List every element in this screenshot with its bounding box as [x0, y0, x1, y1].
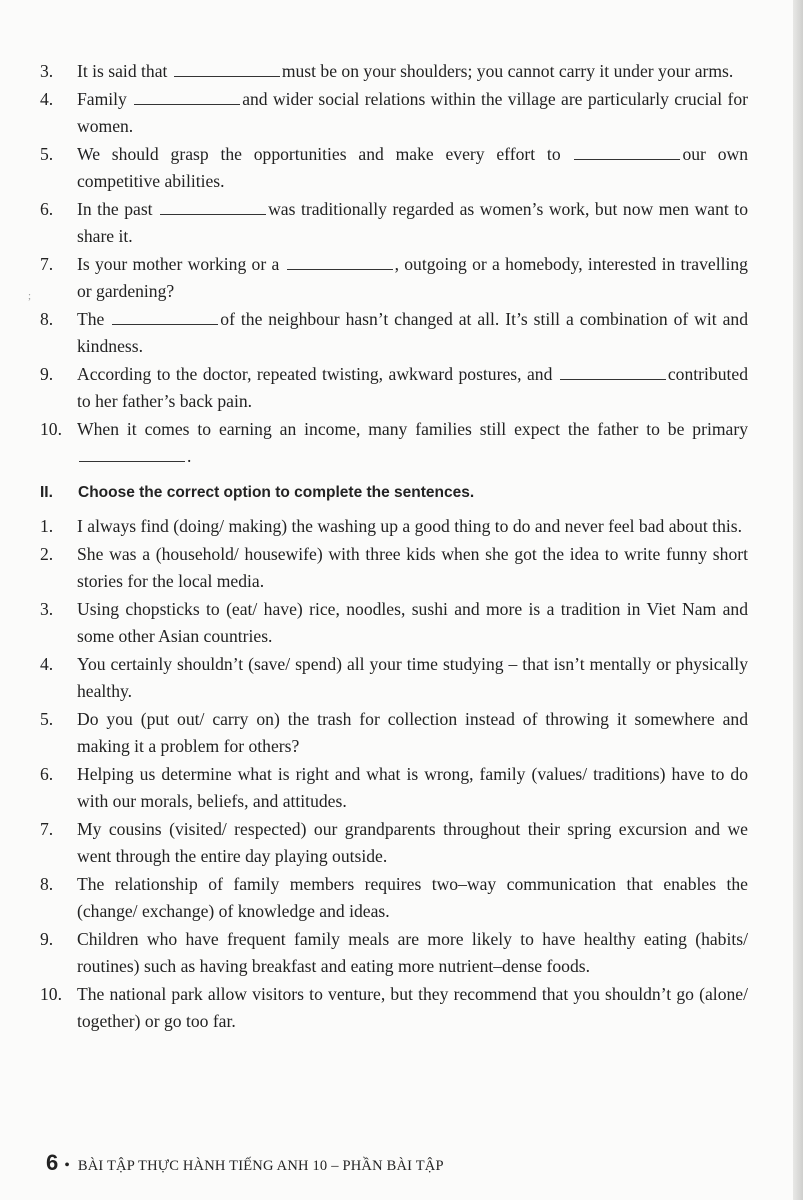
- question-number: 9.: [40, 364, 54, 384]
- section-title: Choose the correct option to complete the sentences.: [78, 484, 475, 501]
- answer-blank[interactable]: [112, 310, 218, 325]
- page-content: [40, 58, 748, 1036]
- text-after-blank: .: [187, 446, 192, 466]
- question-number: 6.: [40, 199, 54, 219]
- question-item: [40, 251, 748, 305]
- question-text: I always find (doing/ making) the washing up a good thing to do and never feel bad about this.: [77, 516, 742, 536]
- answer-blank[interactable]: [134, 90, 240, 105]
- question-item: [40, 596, 748, 650]
- text-before-blank: Family: [77, 89, 127, 109]
- question-item: [40, 513, 748, 540]
- text-before-blank: When it comes to earning an income, many families still expect the father to be primary: [77, 419, 748, 439]
- question-text: [77, 251, 748, 305]
- question-item: [40, 761, 748, 815]
- answer-blank[interactable]: [287, 255, 393, 270]
- question-number: 7.: [40, 819, 54, 839]
- question-text: [77, 196, 748, 250]
- question-text: The relationship of family members requires two–way communication that enables the (change/ exchange) of knowledge and ideas.: [77, 874, 748, 921]
- answer-blank[interactable]: [79, 447, 185, 462]
- question-item: [40, 306, 748, 360]
- question-number: 1.: [40, 516, 54, 536]
- text-before-blank: Is your mother working or a: [77, 254, 280, 274]
- question-text: The national park allow visitors to venture, but they recommend that you shouldn’t go (alone/ together) or go too far.: [77, 984, 748, 1031]
- question-number: 5.: [40, 144, 54, 164]
- text-before-blank: According to the doctor, repeated twisting, awkward postures, and: [77, 364, 553, 384]
- question-text: Using chopsticks to (eat/ have) rice, noodles, sushi and more is a tradition in Viet Nam and some other Asian countries.: [77, 599, 748, 646]
- question-text: My cousins (visited/ respected) our grandparents throughout their spring excursion and we went through the entire day playing outside.: [77, 819, 748, 866]
- text-after-blank: and wider social relations within the village are particularly crucial for women.: [77, 89, 748, 136]
- question-item: [40, 361, 748, 415]
- page-footer: [46, 1150, 444, 1176]
- exercise-part-1: [40, 58, 748, 470]
- text-before-blank: It is said that: [77, 61, 168, 81]
- question-text: You certainly shouldn’t (save/ spend) all your time studying – that isn’t mentally or physically healthy.: [77, 654, 748, 701]
- question-number: 10.: [40, 419, 62, 439]
- question-number: 9.: [40, 929, 54, 949]
- answer-blank[interactable]: [574, 145, 680, 160]
- answer-blank[interactable]: [160, 200, 266, 215]
- question-item: [40, 86, 748, 140]
- question-number: 2.: [40, 544, 54, 564]
- question-number: 8.: [40, 874, 54, 894]
- question-number: 7.: [40, 254, 54, 274]
- question-item: [40, 871, 748, 925]
- question-text: [77, 416, 748, 470]
- question-number: 3.: [40, 599, 54, 619]
- text-after-blank: was traditionally regarded as women’s work, but now men want to share it.: [77, 199, 748, 246]
- text-after-blank: our own competitive abilities.: [77, 144, 748, 191]
- section-number: II.: [40, 484, 53, 501]
- question-text: Do you (put out/ carry on) the trash for collection instead of throwing it somewhere and making it a problem for others?: [77, 709, 748, 756]
- margin-mark: ;: [28, 290, 32, 302]
- footer-bullet: •: [64, 1157, 70, 1174]
- question-item: [40, 651, 748, 705]
- footer-book-title: BÀI TẬP THỰC HÀNH TIẾNG ANH 10 – PHẦN BÀI TẬP: [77, 1158, 444, 1174]
- text-after-blank: contributed to her father’s back pain.: [77, 364, 748, 411]
- question-text: She was a (household/ housewife) with three kids when she got the idea to write funny short stories for the local media.: [77, 544, 748, 591]
- text-after-blank: must be on your shoulders; you cannot carry it under your arms.: [281, 61, 734, 81]
- question-number: 6.: [40, 764, 54, 784]
- text-after-blank: of the neighbour hasn’t changed at all. It’s still a combination of wit and kindness.: [77, 309, 748, 356]
- question-item: [40, 416, 748, 470]
- question-number: 4.: [40, 654, 54, 674]
- text-after-blank: , outgoing or a homebody, interested in travelling or gardening?: [77, 254, 748, 301]
- question-number: 8.: [40, 309, 54, 329]
- question-item: [40, 58, 748, 85]
- question-number: 10.: [40, 984, 62, 1004]
- text-before-blank: In the past: [77, 199, 153, 219]
- exercise-part-2: [40, 513, 748, 1035]
- question-text: Children who have frequent family meals are more likely to have healthy eating (habits/ routines) such as having breakfast and eating more nutrient–dense foods.: [77, 929, 748, 976]
- question-number: 3.: [40, 61, 54, 81]
- section-heading: [40, 484, 748, 502]
- question-item: [40, 141, 748, 195]
- text-before-blank: We should grasp the opportunities and make every effort to: [77, 144, 561, 164]
- question-text: [77, 361, 748, 415]
- question-item: [40, 196, 748, 250]
- question-item: [40, 981, 748, 1035]
- question-number: 4.: [40, 89, 54, 109]
- answer-blank[interactable]: [174, 62, 280, 77]
- question-item: [40, 926, 748, 980]
- question-number: 5.: [40, 709, 54, 729]
- page-number: 6: [46, 1150, 59, 1175]
- text-before-blank: The: [77, 309, 105, 329]
- question-text: [77, 141, 748, 195]
- book-spine-shadow: [793, 0, 803, 1200]
- question-item: [40, 816, 748, 870]
- question-text: [77, 306, 748, 360]
- question-text: [77, 86, 748, 140]
- question-text: Helping us determine what is right and what is wrong, family (values/ traditions) have to do with our morals, beliefs, and attitudes.: [77, 764, 748, 811]
- question-item: [40, 541, 748, 595]
- answer-blank[interactable]: [560, 365, 666, 380]
- question-text: [77, 58, 748, 85]
- question-item: [40, 706, 748, 760]
